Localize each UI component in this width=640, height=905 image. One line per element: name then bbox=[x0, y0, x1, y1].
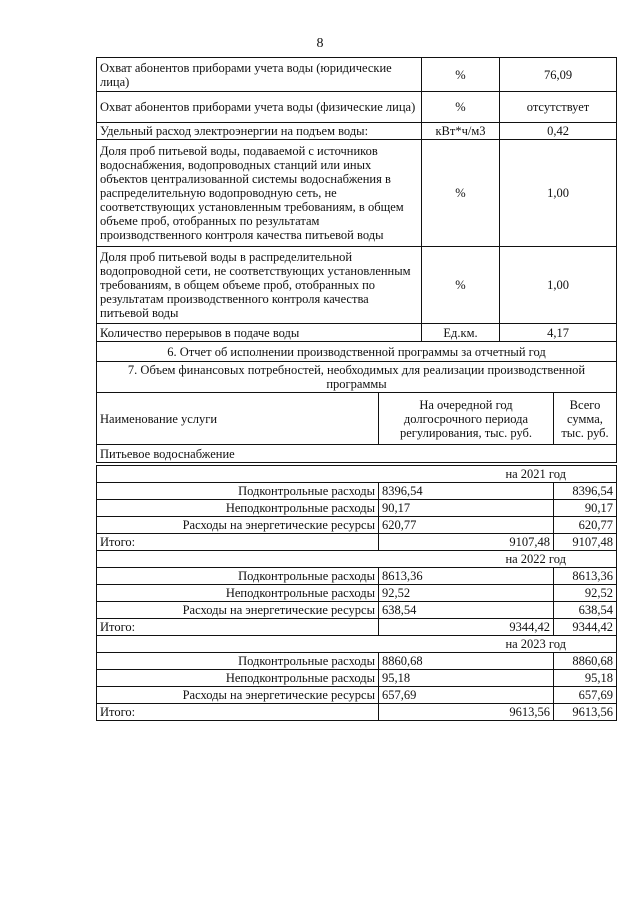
expense-value: 8396,54 bbox=[379, 483, 554, 500]
indicators-table bbox=[96, 57, 617, 393]
expense-value: 8613,36 bbox=[379, 568, 554, 585]
indicator-row bbox=[97, 92, 617, 123]
expense-value: 620,77 bbox=[379, 517, 554, 534]
indicator-unit: % bbox=[422, 140, 500, 247]
indicator-name: Доля проб питьевой воды, подаваемой с источников водоснабжения, водопроводных станций или иных объектов централизованной системы водоснабжения в распределительную водопроводную сеть, не соответствующих установленным требованиям, в общем объеме проб, отобранных по результатам производственного контроля качества питьевой воды bbox=[97, 140, 422, 247]
total-value: 9107,48 bbox=[379, 534, 554, 551]
indicator-unit: % bbox=[422, 247, 500, 324]
expense-row bbox=[97, 653, 617, 670]
expense-row bbox=[97, 602, 617, 619]
total-row bbox=[97, 534, 617, 551]
service-row bbox=[97, 445, 617, 463]
year-label: на 2023 год bbox=[97, 636, 617, 653]
total-label: Итого: bbox=[97, 704, 379, 721]
page-number: 8 bbox=[316, 36, 324, 51]
finance-header-row bbox=[97, 393, 617, 445]
expense-total: 92,52 bbox=[554, 585, 617, 602]
total-sum: 9344,42 bbox=[554, 619, 617, 636]
expense-value: 657,69 bbox=[379, 687, 554, 704]
expense-name: Подконтрольные расходы bbox=[97, 653, 379, 670]
indicator-unit: % bbox=[422, 92, 500, 123]
indicator-value: 1,00 bbox=[500, 247, 617, 324]
expense-row bbox=[97, 483, 617, 500]
document-table bbox=[96, 57, 616, 721]
expense-name: Подконтрольные расходы bbox=[97, 483, 379, 500]
expense-total: 95,18 bbox=[554, 670, 617, 687]
expense-row bbox=[97, 568, 617, 585]
expense-name: Неподконтрольные расходы bbox=[97, 500, 379, 517]
indicator-name: Количество перерывов в подаче воды bbox=[97, 324, 422, 342]
expense-name: Расходы на энергетические ресурсы bbox=[97, 687, 379, 704]
expense-value: 95,18 bbox=[379, 670, 554, 687]
section-row bbox=[97, 342, 617, 362]
expense-value: 90,17 bbox=[379, 500, 554, 517]
expense-name: Расходы на энергетические ресурсы bbox=[97, 602, 379, 619]
service-name: Питьевое водоснабжение bbox=[97, 445, 617, 463]
expense-name: Подконтрольные расходы bbox=[97, 568, 379, 585]
indicator-row bbox=[97, 247, 617, 324]
expense-row bbox=[97, 517, 617, 534]
indicator-value: 76,09 bbox=[500, 58, 617, 92]
expense-total: 90,17 bbox=[554, 500, 617, 517]
indicator-unit: % bbox=[422, 58, 500, 92]
expense-row bbox=[97, 687, 617, 704]
expense-total: 657,69 bbox=[554, 687, 617, 704]
section-6-title: 6. Отчет об исполнении производственной программы за отчетный год bbox=[97, 342, 617, 362]
year-row bbox=[97, 551, 617, 568]
year-label: на 2021 год bbox=[97, 466, 617, 483]
finance-table bbox=[96, 392, 617, 721]
indicator-row bbox=[97, 140, 617, 247]
indicator-value: 0,42 bbox=[500, 123, 617, 140]
indicator-name: Охват абонентов приборами учета воды (юридические лица) bbox=[97, 58, 422, 92]
total-sum: 9107,48 bbox=[554, 534, 617, 551]
expense-row bbox=[97, 500, 617, 517]
total-value: 9344,42 bbox=[379, 619, 554, 636]
indicator-value: отсутствует bbox=[500, 92, 617, 123]
total-sum: 9613,56 bbox=[554, 704, 617, 721]
indicator-row bbox=[97, 123, 617, 140]
expense-row bbox=[97, 585, 617, 602]
indicator-name: Доля проб питьевой воды в распределительной водопроводной сети, не соответствующих установленным требованиям, в общем объеме проб, отобранных по результатам производственного контроля качества питьевой воды bbox=[97, 247, 422, 324]
header-next-year: На очередной год долгосрочного периода регулирования, тыс. руб. bbox=[379, 393, 554, 445]
section-row bbox=[97, 362, 617, 393]
total-label: Итого: bbox=[97, 534, 379, 551]
header-service: Наименование услуги bbox=[97, 393, 379, 445]
indicator-value: 4,17 bbox=[500, 324, 617, 342]
expense-value: 638,54 bbox=[379, 602, 554, 619]
expense-total: 8613,36 bbox=[554, 568, 617, 585]
expense-name: Неподконтрольные расходы bbox=[97, 585, 379, 602]
expense-total: 620,77 bbox=[554, 517, 617, 534]
total-row bbox=[97, 704, 617, 721]
expense-row bbox=[97, 670, 617, 687]
year-label: на 2022 год bbox=[97, 551, 617, 568]
expense-name: Расходы на энергетические ресурсы bbox=[97, 517, 379, 534]
total-value: 9613,56 bbox=[379, 704, 554, 721]
indicator-row bbox=[97, 324, 617, 342]
expense-value: 8860,68 bbox=[379, 653, 554, 670]
section-7-title: 7. Объем финансовых потребностей, необходимых для реализации производственной программы bbox=[97, 362, 617, 393]
expense-total: 8860,68 bbox=[554, 653, 617, 670]
expense-name: Неподконтрольные расходы bbox=[97, 670, 379, 687]
indicator-row bbox=[97, 58, 617, 92]
header-total: Всего сумма, тыс. руб. bbox=[554, 393, 617, 445]
expense-total: 8396,54 bbox=[554, 483, 617, 500]
year-row bbox=[97, 636, 617, 653]
indicator-unit: кВт*ч/м3 bbox=[422, 123, 500, 140]
year-row bbox=[97, 466, 617, 483]
indicator-name: Охват абонентов приборами учета воды (физические лица) bbox=[97, 92, 422, 123]
indicator-unit: Ед.км. bbox=[422, 324, 500, 342]
expense-total: 638,54 bbox=[554, 602, 617, 619]
indicator-name: Удельный расход электроэнергии на подъем воды: bbox=[97, 123, 422, 140]
total-row bbox=[97, 619, 617, 636]
total-label: Итого: bbox=[97, 619, 379, 636]
expense-value: 92,52 bbox=[379, 585, 554, 602]
indicator-value: 1,00 bbox=[500, 140, 617, 247]
